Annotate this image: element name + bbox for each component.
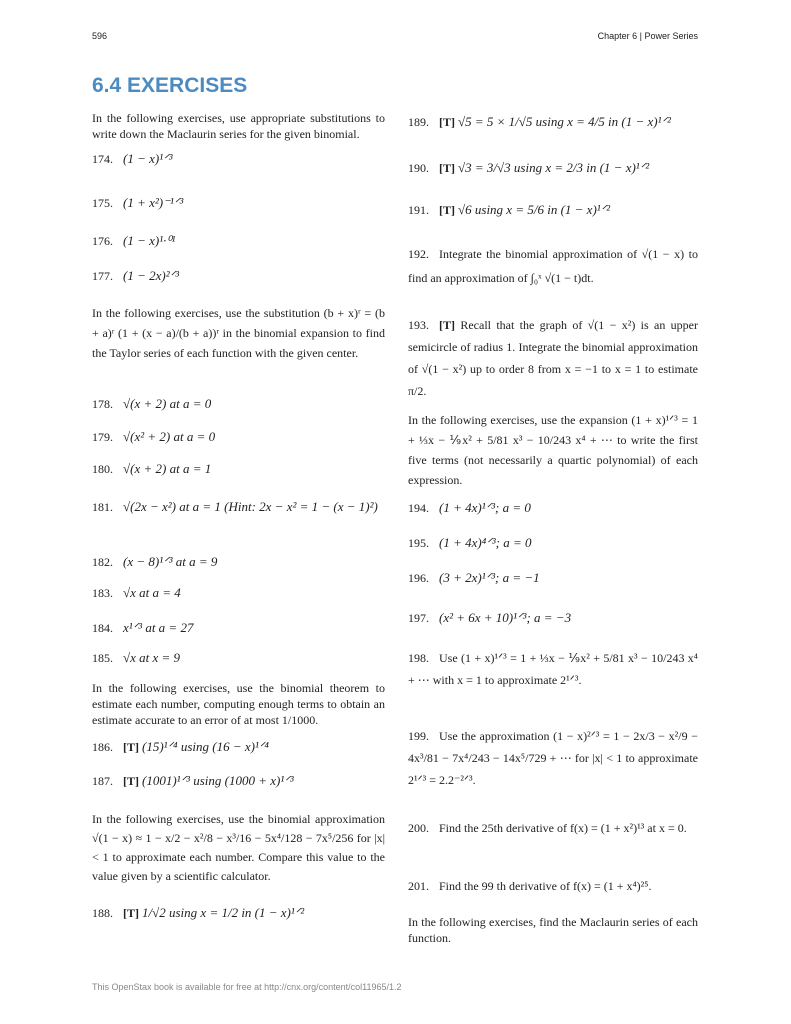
section-title: 6.4 EXERCISES	[92, 74, 248, 97]
instructions: In the following exercises, use the substitution (b + x)ʳ = (b + a)ʳ (1 + (x − a)/(b + a))ʳ in the binomial expansion to find the Taylor series of each function with the given center.	[92, 306, 385, 360]
exercise-182: 182. (x − 8)¹ᐟ³ at a = 9	[92, 554, 218, 569]
exercise-183: 183. √x at a = 4	[92, 585, 181, 600]
exercise-175: 175. (1 + x²)⁻¹ᐟ³	[92, 195, 184, 210]
exercise-178: 178. √(x + 2) at a = 0	[92, 396, 212, 411]
exercise-177: 177. (1 − 2x)²ᐟ³	[92, 268, 179, 283]
exercise-196: 196. (3 + 2x)¹ᐟ³; a = −1	[408, 570, 540, 585]
instructions: In the following exercises, find the Maclaurin series of each function.	[408, 915, 698, 945]
exercise-188: 188. [T] 1/√2 using x = 1/2 in (1 − x)¹ᐟ²	[92, 905, 305, 920]
exercise-201: 201. Find the 99 th derivative of f(x) = (1 + x⁴)²⁵.	[408, 879, 652, 893]
exercise-181: 181. √(2x − x²) at a = 1 (Hint: 2x − x² = 1 − (x − 1)²)	[92, 499, 378, 514]
exercise-174: 174. (1 − x)¹ᐟ³	[92, 151, 173, 166]
exercise-189: 189. [T] √5 = 5 × 1/√5 using x = 4/5 in (1 − x)¹ᐟ²	[408, 114, 671, 129]
instructions: In the following exercises, use the binomial approximation √(1 − x) ≈ 1 − x/2 − x²/8 − x³/16 − 5x⁴/128 − 7x⁵/256 for |x| < 1 to approximate each number. Compare this value to the value given by a scientific calculator.	[92, 812, 385, 883]
exercise-195: 195. (1 + 4x)⁴ᐟ³; a = 0	[408, 535, 532, 550]
exercise-185: 185. √x at x = 9	[92, 650, 181, 665]
exercise-186: 186. [T] (15)¹ᐟ⁴ using (16 − x)¹ᐟ⁴	[92, 739, 269, 754]
exercise-184: 184. x¹ᐟ³ at a = 27	[92, 620, 194, 635]
page-number: 596	[92, 31, 108, 41]
instructions: In the following exercises, use the binomial theorem to estimate each number, computing enough terms to obtain an estimate accurate to an error of at most 1/1000.	[92, 681, 385, 727]
footer-note: This OpenStax book is available for free at http://cnx.org/content/col11965/1.2	[92, 982, 402, 992]
instructions: In the following exercises, use the expansion (1 + x)¹ᐟ³ = 1 + ⅓x − ⅑x² + 5/81 x³ − 10/243 x⁴ + ⋯ to write the first five terms (not necessarily a quartic polynomial) of each expression.	[408, 413, 698, 487]
exercise-200: 200. Find the 25th derivative of f(x) = (1 + x²)¹³ at x = 0.	[408, 821, 687, 835]
exercise-179: 179. √(x² + 2) at a = 0	[92, 429, 216, 444]
exercise-193: 193. [T] Recall that the graph of √(1 − x²) is an upper semicircle of radius 1. Integrate the binomial approximation of √(1 − x²) up to order 8 from x = −1 to x = 1 to estimate π/2.	[408, 318, 698, 398]
exercise-192: 192. Integrate the binomial approximation of √(1 − x) to find an approximation of ∫₀ˣ √(1 − t)dt.	[408, 247, 698, 285]
exercise-190: 190. [T] √3 = 3/√3 using x = 2/3 in (1 − x)¹ᐟ²	[408, 160, 650, 175]
exercise-187: 187. [T] (1001)¹ᐟ³ using (1000 + x)¹ᐟ³	[92, 773, 294, 788]
chapter-header: Chapter 6 | Power Series	[597, 31, 698, 41]
exercise-198: 198. Use (1 + x)¹ᐟ³ = 1 + ⅓x − ⅑x² + 5/81 x³ − 10/243 x⁴ + ⋯ with x = 1 to approximate 2¹ᐟ³.	[408, 651, 698, 687]
exercise-199: 199. Use the approximation (1 − x)²ᐟ³ = 1 − 2x/3 − x²/9 − 4x³/81 − 7x⁴/243 − 14x⁵/729 + ⋯ for |x| < 1 to approximate 2¹ᐟ³ = 2.2⁻²ᐟ³.	[408, 729, 698, 787]
exercise-197: 197. (x² + 6x + 10)¹ᐟ³; a = −3	[408, 610, 572, 625]
exercise-191: 191. [T] √6 using x = 5/6 in (1 − x)¹ᐟ²	[408, 202, 611, 217]
exercise-194: 194. (1 + 4x)¹ᐟ³; a = 0	[408, 500, 531, 515]
instructions: In the following exercises, use appropriate substitutions to write down the Maclaurin series for the given binomial.	[92, 111, 385, 141]
exercise-176: 176. (1 − x)¹·⁰¹	[92, 233, 176, 248]
exercise-180: 180. √(x + 2) at a = 1	[92, 461, 212, 476]
